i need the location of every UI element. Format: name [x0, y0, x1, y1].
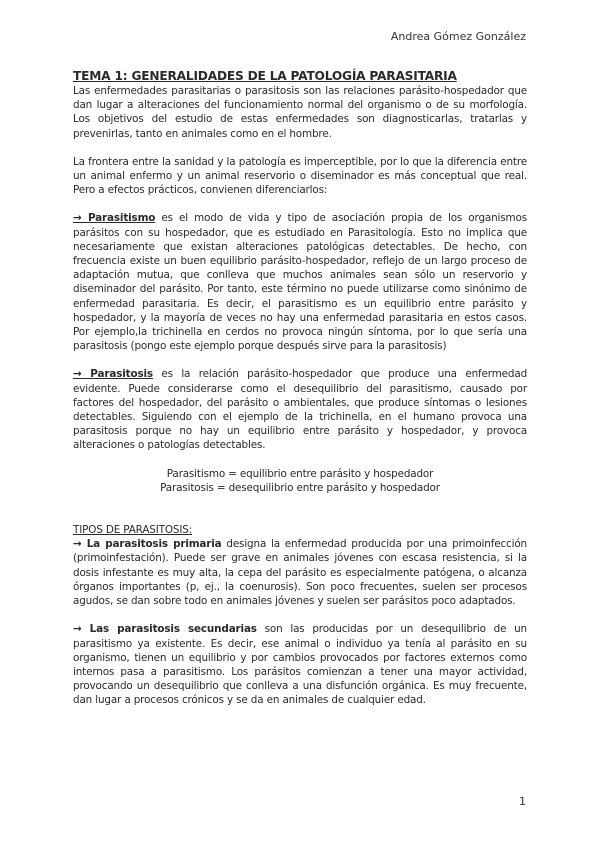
frontier-paragraph: La frontera entre la sanidad y la patología es imperceptible, por lo que la diferencia entre un animal enfermo y un animal reservorio o diseminador es más conceptual que real. Pero a efectos prácticos, convienen diferenciarlos: [73, 155, 527, 197]
document-title: TEMA 1: GENERALIDADES DE LA PATOLOGÍA PARASITARIA [73, 69, 457, 83]
primaria-paragraph [73, 537, 527, 608]
parasitosis-text: es la relación parásito-hospedador que produce una enfermedad evidente. Puede considerarse como el desequilibrio del parasitismo, causado por factores del hospedador, del parásito o ambientales, que produce síntomas o lesiones detectables. Siguiendo con el ejemplo de la trichinella, en el humano provoca una parasitosis porque no hay un equilibrio entre parásito y hospedador, y provoca alteraciones o patologías detectables. [73, 368, 528, 452]
parasitismo-term: → Parasitismo [73, 212, 156, 225]
intro-paragraph: Las enfermedades parasitarias o parasitosis son las relaciones parásito-hospedador que dan lugar a alteraciones del funcionamiento normal del organismo o de su morfología. Los objetivos del estudio de estas enfermedades son diagnosticarlas, tratarlas y prevenirlas, tanto en animales como en el hombre. [73, 85, 527, 140]
tipos-heading: TIPOS DE PARASITOSIS: [73, 524, 193, 537]
parasitosis-term: → Parasitosis [73, 368, 153, 381]
secundaria-paragraph [73, 622, 527, 707]
primaria-text: designa la enfermedad producida por una primoinfección (primoinfestación). Puede ser grave en animales jóvenes con escasa resistencia, si la dosis infestante es muy alta, la cepa del parásito es especialmente patógena, o alcanza órganos importantes (p, ej., la coenurosis). Son poco frecuentes, suelen ser procesos agudos, se dan sobre todo en animales jóvenes y suelen ser parásitos poco adaptados. [73, 538, 527, 608]
parasitismo-paragraph [73, 211, 527, 353]
parasitismo-text: es el modo de vida y tipo de asociación propia de los organismos parásitos con su hospedador, que es estudiado en Parasitología. Esto no implica que necesariamente que existan alteraciones patológicas detectables. De hecho, con frecuencia existe un buen equilibrio parásito-hospedador, reflejo de un largo proceso de adaptación mutua, que conlleva que muchos animales sean sólo un reservorio y diseminador del parásito. Por tanto, este término no puede utilizarse como sinónimo de enfermedad parasitaria. Es decir, el parasitismo es un equilibrio entre parásito y hospedador, y la mayoría de veces no hay una enfermedad parasitaria en estos casos. Por ejemplo,la trichinella en cerdos no provoca ningún síntoma, por lo que sería una parasitosis (pongo este ejemplo porque después sirve para la parasitosis) [73, 212, 527, 353]
summary-line-2: Parasitosis = desequilibrio entre parásito y hospedador [160, 481, 440, 494]
parasitosis-paragraph [73, 367, 527, 452]
primaria-lead: → La parasitosis primaria [73, 538, 222, 551]
page-number: 1 [519, 795, 526, 808]
summary-line-1: Parasitismo = equilibrio entre parásito y hospedador [166, 467, 434, 480]
secundaria-lead: → Las parasitosis secundarias [73, 623, 257, 636]
document-body [73, 68, 527, 708]
secundaria-text: son las producidas por un desequilibrio de un parasitismo ya existente. Es decir, ese animal o individuo ya tenía al parásito en su organismo, tienen un equilibrio y por cambios provocados por factores externos como internos pasa a parasitismo. Los parásitos comienzan a tener una mayor actividad, provocando un desequilibrio que conlleva a una disfunción orgánica. Es muy frecuente, dan lugar a procesos crónicos y se da en animales de cualquier edad. [73, 623, 527, 707]
author-name: Andrea Gómez González [390, 30, 526, 43]
